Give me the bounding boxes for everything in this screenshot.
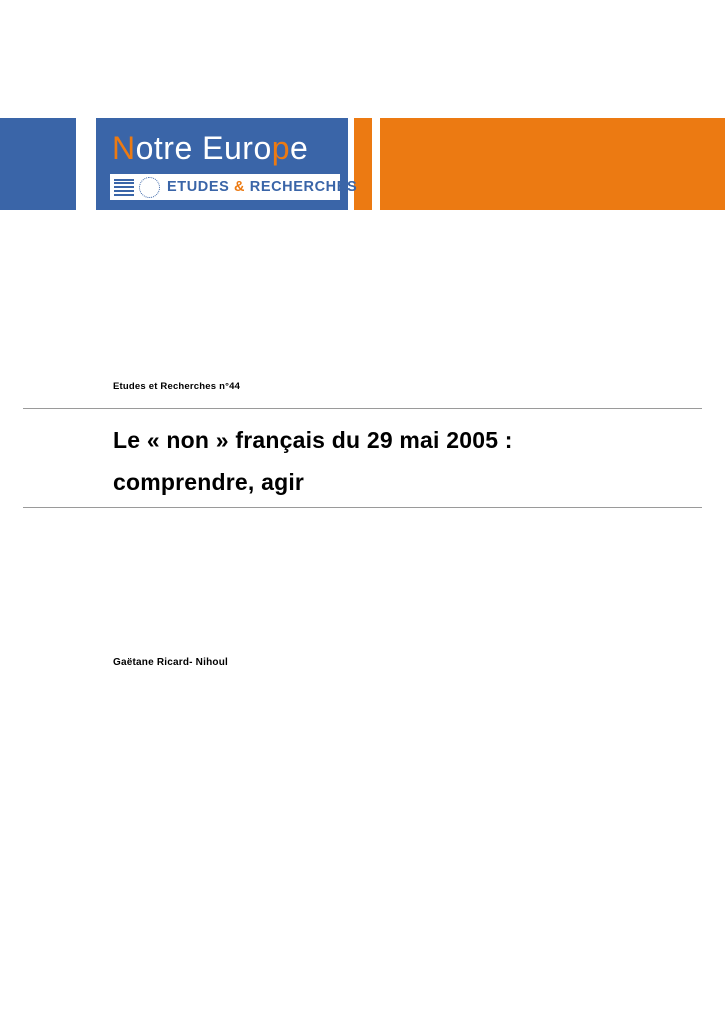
header-gap-3: [372, 118, 380, 210]
logo-wordmark-suffix: e: [290, 130, 309, 166]
author-name: Gaëtane Ricard- Nihoul: [113, 657, 228, 668]
header-orange-block-small: [354, 118, 372, 210]
document-lines-icon: [114, 179, 134, 196]
logo-subtitle-right: RECHERCHES: [245, 179, 358, 195]
header-blue-block-left: [0, 118, 76, 210]
title-rule-top: [23, 408, 702, 409]
series-label: Etudes et Recherches n°44: [113, 381, 241, 392]
logo-subtitle-strip: [110, 174, 358, 200]
logo-subtitle-text: [167, 179, 357, 195]
page-title-line-2: comprendre, agir: [113, 469, 305, 495]
page-title: [113, 419, 693, 503]
eu-stars-circle-icon: [139, 177, 160, 198]
logo-subtitle-left: ETUDES: [167, 179, 235, 195]
logo-subtitle-ampersand: &: [234, 179, 246, 195]
header-orange-block-right: [380, 118, 725, 210]
logo-wordmark: [96, 118, 348, 164]
page-title-line-1: Le « non » français du 29 mai 2005 :: [113, 427, 513, 453]
header-band: [0, 118, 725, 210]
logo-block: [96, 118, 358, 210]
title-rule-bottom: [23, 507, 702, 508]
logo-wordmark-accent-n: N: [112, 130, 136, 166]
logo-wordmark-middle: otre Euro: [135, 130, 272, 166]
header-gap-1: [76, 118, 96, 210]
logo-wordmark-accent-p: p: [271, 130, 291, 166]
